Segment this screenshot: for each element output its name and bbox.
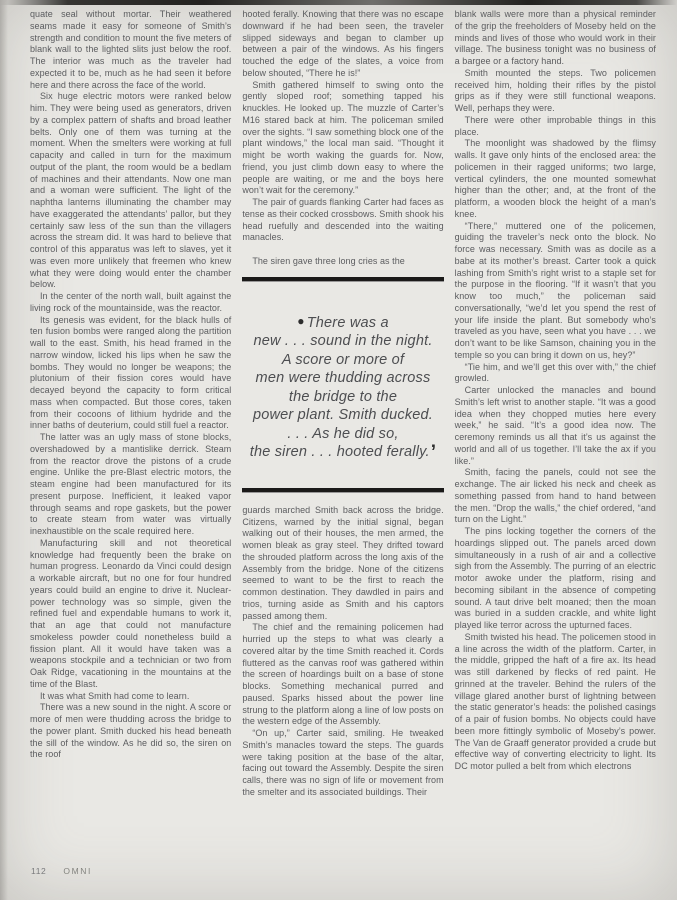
scan-edge-left [0, 0, 8, 900]
page-number: 112 [31, 866, 47, 876]
pull-quote-text: power plant. Smith ducked. [252, 407, 434, 424]
pull-quote-line [244, 388, 441, 407]
paragraph: There was a new sound in the night. A score or more of men were thudding across the bridge to the power plant. Smith ducked his head beneath the sill of the window. As he did so, the siren on the roof [30, 702, 232, 760]
text-column-1 [30, 9, 231, 799]
pull-quote-line [244, 369, 441, 388]
text-column-3 [455, 9, 656, 799]
pull-quote-text: the bridge to the [288, 388, 398, 405]
paragraph: The siren gave three long cries as the [252, 256, 405, 266]
paragraph: hooted ferally. Knowing that there was no escape downward if he had been seen, the traveler slipped sideways and began to clamber up between a pair of the windows. As his fingers touched the edge of the slates, a voice from below shouted, “There he is!” [242, 9, 444, 78]
pull-quote-line [244, 425, 441, 444]
pull-quote-text: . . . As he did so, [287, 425, 399, 442]
paragraph: The moonlight was shadowed by the flimsy walls. It gave only hints of the enclosed area: the policemen in their ragged uniforms; two large, vertical cylinders, the one mounted somewhat higher than the other; and, at the front of the platform, a wooden block the height of a man’s knee. [454, 138, 656, 219]
paragraph: There were other improbable things in this place. [454, 114, 656, 137]
paragraph: The latter was an ugly mass of stone blocks, overshadowed by a mantislike derrick. Steam from the reactor drove the pistons of a crude engine. Unlike the pre-Blast electric motors, the steam engine had been manufactured for its present purpose. Inefficient, it leaked vapor through seams and rope gaskets, but the power to create steam from water was virtually inexhaustible on the scale required here. [30, 432, 232, 536]
paragraph: Smith twisted his head. The policemen stood in a line across the width of the platform. Carter, in the middle, gripped the haft of a fire ax. Its head was still darkened by flecks of red paint. He grinned at the traveler. Behind the rulers of the village glared another burst of lightning between the static generator’s heads: the polished casings of a pair of fusion bombs. No objects could have been more fittingly symbolic of Moseby’s power. The Van de Graaff generator provided a crude but effective way of converting electricity to light. Its DC motor pulled a belt from which electrons [454, 631, 656, 771]
section-rule [242, 488, 443, 493]
paragraph: It was what Smith had come to learn. [40, 690, 190, 701]
pull-quote-text: new . . . sound in the night. [253, 333, 433, 350]
close-quote-mark-icon: ’ [430, 442, 437, 464]
paragraph: Carter unlocked the manacles and bound Smith’s left wrist to another staple. “It was a good idea when they chopped muties here every week,” he said. “It’s a good idea now. The ceremony reminds us all that it’s us against the world and all of us together. I’ll take the ax if you like.” [454, 385, 656, 466]
paragraph: “There,” muttered one of the policemen, guiding the traveler’s neck onto the block. No force was necessary. Smith was as docile as a babe at its mother’s breast. Carter took a quick lashing from Smith’s right wrist to a staple set for the purpose in the flooring. “If it wasn’t that you know too much,” the policeman said conversationally, “we’d let you spend the rest of your life inside the plant. But somebody who’s traveled as you have, seen what you have . . . we don’t want to be like Samson, chaining you in the temple so you can bring it down on us, hey?” [454, 220, 656, 360]
paragraph: The pins locking together the corners of the hoardings slipped out. The panels arced down simultaneously in a rush of air and a collective sigh from the Assembly. The purring of an electric motor awoke under the platform, rising and becoming sibilant in the absence of competing sound. A taut drive belt moaned; then the moan was buried in a sudden crackle, and white light played like terror across the upturned faces. [454, 526, 656, 630]
pull-quote-line [244, 406, 441, 425]
pull-quote-line [244, 332, 441, 351]
magazine-name: OMNI [63, 866, 92, 876]
page-footer [31, 866, 92, 876]
paragraph: quate seal without mortar. Their weathered seams made it easy for someone of Smith’s strength and condition to mount the five meters of blank wall to the lighted slits just below the roof. The interior was much as the traveler had expected it to be, much as he had seen it before here and there across the face of the world. [30, 9, 232, 90]
pull-quote-text: men were thudding across [255, 370, 431, 387]
paragraph: Six huge electric motors were ranked below him. They were being used as generators, driven by a complex pattern of shafts and broad leather belts. Only one of them was turning at the moment. When the smelters were working at full capacity and called in turn for the maximum output of the plant, the room would be a bedlam of machines and their attendants. Now one man and a woman were sufficient. The light of the naphtha lanterns illuminating the chamber may have exaggerated the attendants’ pallor, but they certainly saw less of the sun than the villagers across the stream did. It was hard to believe that control of this apparatus was left to slaves, yet it was even more unlikely that freemen who knew what they were doing would enter the chamber below. [30, 91, 232, 290]
paragraph: “Tie him, and we’ll get this over with,” the chief growled. [454, 361, 656, 384]
paragraph: blank walls were more than a physical reminder of the grip the freeholders of Moseby held on the minds and lives of those who would work in their village. The business tonight was no business of a bargee or a factory hand. [454, 9, 656, 66]
paragraph: Manufacturing skill and not theoretical knowledge had frequently been the brake on human progress. Leonardo da Vinci could design a workable aircraft, but no one for four hundred years could build an engine to drive it. Nuclear-power technology was so simple, given the refined fuel and expendable humans to work it, that an age that could not manufacture smokeless powder could nonetheless build a fission plant. All it would have taken was a weapons stockpile and a technician or two from Oak Ridge, vacationing in the mountains at the time of the Blast. [30, 537, 232, 689]
text-column-2 [242, 9, 443, 799]
paragraph: Smith gathered himself to swing onto the gently sloped roof; something tapped his knuckles. He looked up. The muzzle of Carter’s M16 stared back at him. The policeman smiled over the sights. “I saw something block one of the plant windows,” the local man said. “Thought it might be worth waking the guards for. Now, friend, you just climb down easy to where the people are waiting, or me and the boys here won’t wait for the ceremony.” [242, 79, 444, 196]
paragraph: The chief and the remaining policemen had hurried up the steps to what was clearly a covered altar by the time Smith reached it. Cords fluttered as the canvas roof was gathered within the screen of hoardings built on a base of stone blocks. Something mechanical purred and paused. Sparks hissed about the power line strung to the platform along a line of low posts on the western edge of the Assembly. [242, 622, 444, 727]
pull-quote-line [244, 443, 441, 463]
paragraph: In the center of the north wall, built against the living rock of the mountainside, was the reactor. [30, 291, 232, 313]
pull-quote-text: There was a [306, 314, 389, 331]
scan-edge-top [0, 0, 677, 5]
paragraph: Smith mounted the steps. Two policemen received him, holding their rifles by the pistol grips as if they were still functional weapons. Well, perhaps they were. [454, 67, 656, 113]
pull-quote [242, 282, 443, 479]
paragraph: “On up,” Carter said, smiling. He tweaked Smith’s manacles toward the steps. The guards were taking position at the base of the altar, facing out toward the Assembly. Despite the siren calls, there was no sign of life or movement from the smelter and its associated buildings. Their [242, 728, 444, 797]
pull-quote-text: A score or more of [281, 351, 405, 368]
pull-quote-line [244, 312, 441, 333]
pull-quote-text: the siren . . . hooted ferally. [249, 444, 430, 461]
paragraph: Smith, facing the panels, could not see the exchange. The air licked his neck and cheek as something passed from hand to hand between the men. “Drop the walls,” the chief ordered, “and turn on the Light.” [454, 467, 656, 525]
paragraph: The pair of guards flanking Carter had faces as tense as their cocked crossbows. Smith shook his head ruefully and descended into the waiting manacles. [242, 197, 444, 243]
open-quote-mark-icon: ● [297, 313, 305, 328]
paragraph: Its genesis was evident, for the black hulls of ten fusion bombs were ranged along the partition wall to the east. Smith, his head framed in the narrow window, licked his lips when he saw the bombs. They would no longer be weapons; the plutonium of their fission cores would have decayed beyond the capacity to form critical mass when compacted. But those cores, taken from their cocoons of lithium hydride and the inner baths of deuterium, could still fuel a reactor. [30, 314, 232, 431]
paragraph: guards marched Smith back across the bridge. Citizens, warned by the initial signal, began walking out of their houses, the men armed, the women bleak as gray steel. They drifted toward the shrouded platform across the long axis of the Assembly from the bridge. None of the citizens seemed to want to be the first to reach the common destination. They dawdled in pairs and trios, turning aside as Smith and his captors passed among them. [242, 504, 444, 621]
pull-quote-line [244, 351, 441, 370]
